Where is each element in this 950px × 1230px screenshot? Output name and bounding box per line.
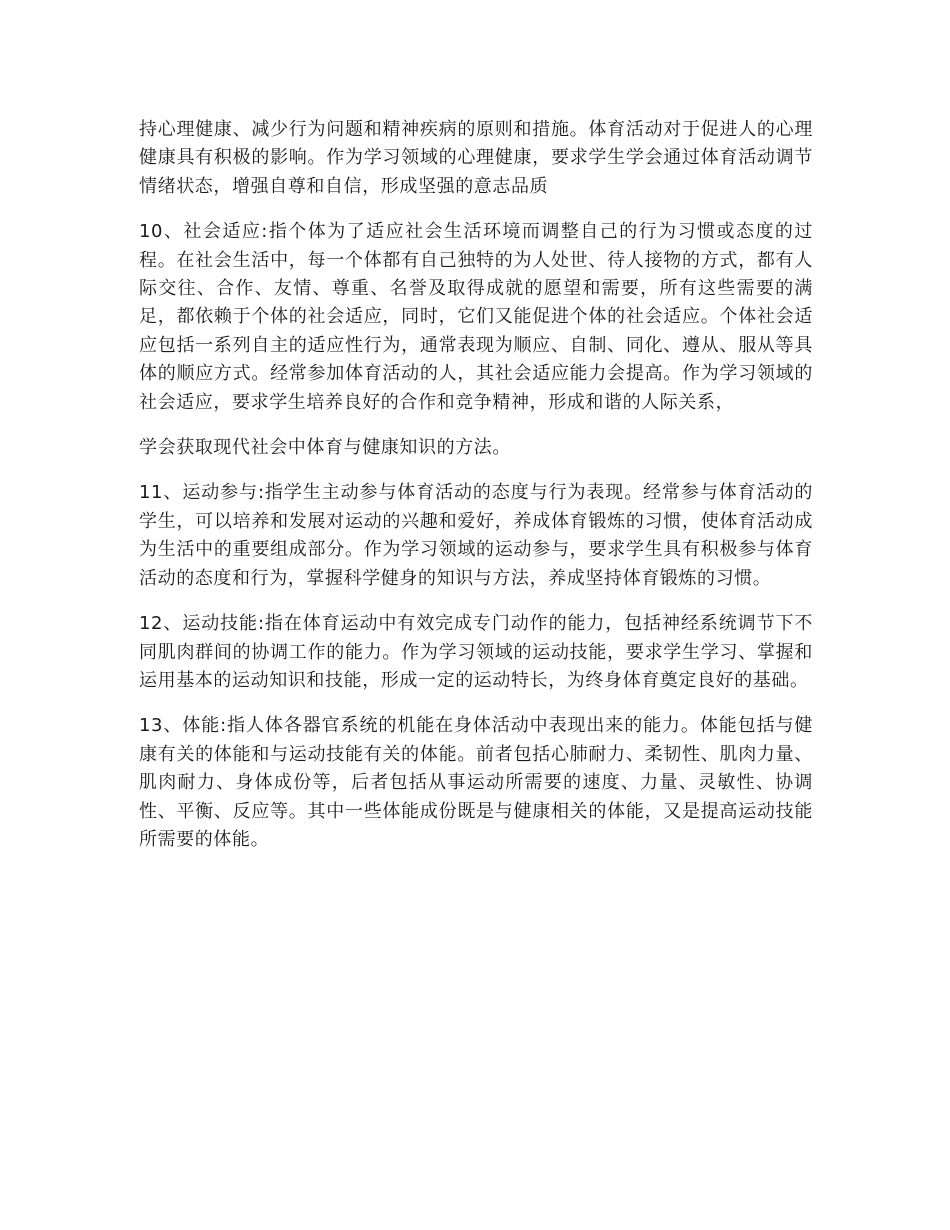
paragraph-physical-fitness: 13、体能:指人体各器官系统的机能在身体活动中表现出来的能力。体能包括与健康有关的体能和与运动技能有关的体能。前者包括心肺耐力、柔韧性、肌肉力量、肌肉耐力、身体成份等，后者包括从事运动所需要的速度、力量、灵敏性、协调性、平衡、反应等。其中一些体能成份既是与健康相关的体能，又是提高运动技能所需要的体能。 [139,715,813,850]
paragraph-mental-health-continued: 持心理健康、减少行为问题和精神疾病的原则和措施。体育活动对于促进人的心理健康具有积极的影响。作为学习领域的心理健康，要求学生学会通过体育活动调节情绪状态，增强自尊和自信，形成坚强的意志品质 [139,119,813,197]
paragraph-health-knowledge: 学会获取现代社会中体育与健康知识的方法。 [139,437,511,459]
paragraph-motor-skills: 12、运动技能:指在体育运动中有效完成专门动作的能力，包括神经系统调节下不同肌肉群间的协调工作的能力。作为学习领域的运动技能，要求学生学习、掌握和运用基本的运动知识和技能，形成一定的运动特长，为终身体育奠定良好的基础。 [139,613,813,691]
paragraph-social-adaptation: 10、社会适应:指个体为了适应社会生活环境而调整自己的行为习惯或态度的过程。在社会生活中，每一个体都有自己独特的为人处世、待人接物的方式，都有人际交往、合作、友情、尊重、名誉及取得成就的愿望和需要，所有这些需要的满足，都依赖于个体的社会适应，同时，它们又能促进个体的社会适应。个体社会适应包括一系列自主的适应性行为，通常表现为顺应、自制、同化、遵从、服从等具体的顺应方式。经常参加体育活动的人，其社会适应能力会提高。作为学习领域的社会适应，要求学生培养良好的合作和竞争精神，形成和谐的人际关系， [139,221,813,413]
paragraph-sports-participation: 11、运动参与:指学生主动参与体育活动的态度与行为表现。经常参与体育活动的学生，可以培养和发展对运动的兴趣和爱好，养成体育锻炼的习惯，使体育活动成为生活中的重要组成部分。作为学习领域的运动参与，要求学生具有积极参与体育活动的态度和行为，掌握科学健身的知识与方法，养成坚持体育锻炼的习惯。 [139,482,813,589]
document-page [139,116,813,871]
